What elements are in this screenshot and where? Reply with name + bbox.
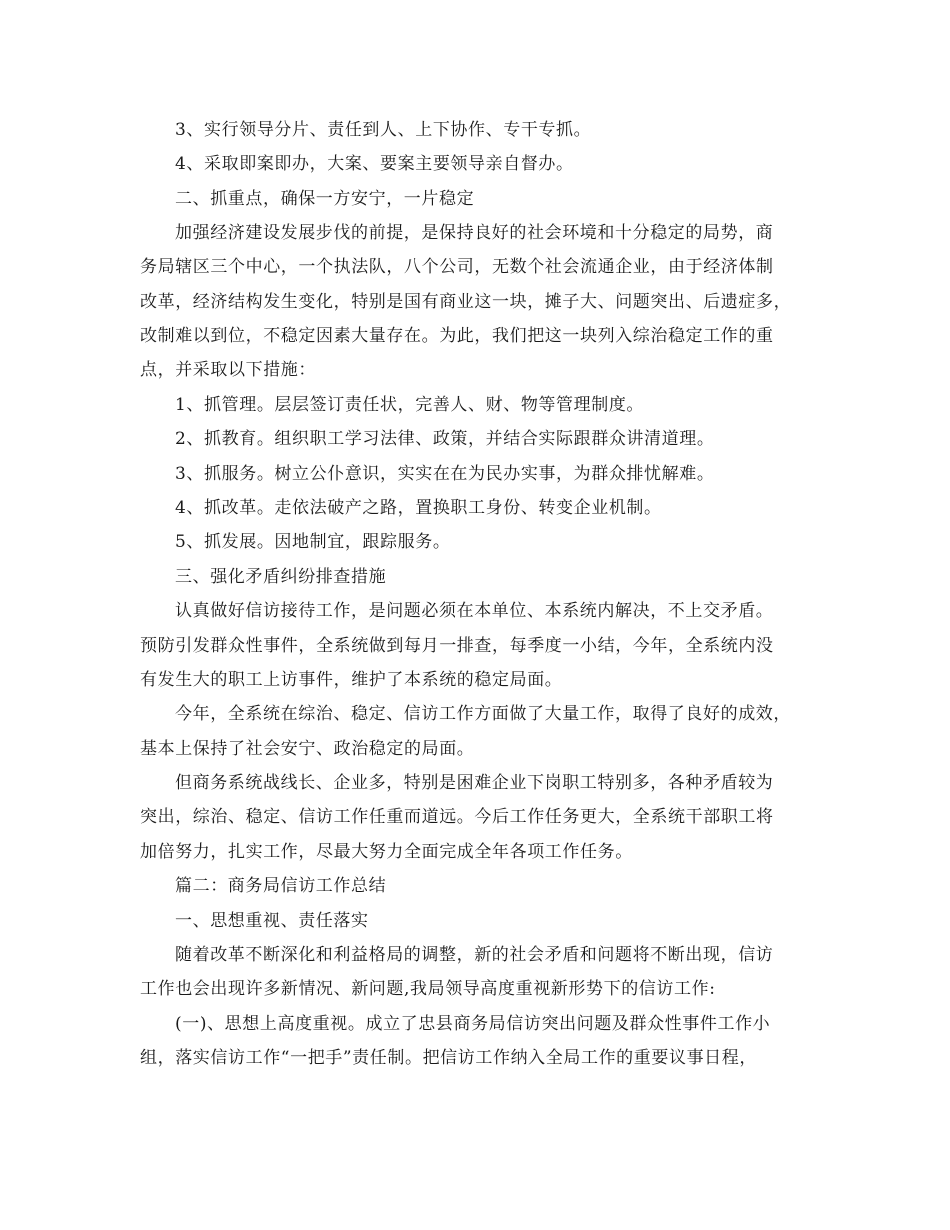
text-line: 点，并采取以下措施： [140, 360, 316, 380]
text-line: 工作也会出现许多新情况、新问题,我局领导高度重视新形势下的信访工作: [140, 979, 716, 999]
text-line: 3、实行领导分片、责任到人、上下协作、专干专抓。 [175, 120, 592, 140]
list-item: 5、抓发展。因地制宜，跟踪服务。 [175, 532, 451, 552]
section-heading: 二、抓重点，确保一方安宁，一片稳定 [175, 189, 475, 209]
text-line: 组，落实信访工作“一把手”责任制。把信访工作纳入全局工作的重要议事日程， [140, 1048, 757, 1068]
text-line: 加强经济建设发展步伐的前提，是保持良好的社会环境和十分稳定的局势，商 [175, 223, 774, 243]
list-item: 4、抓改革。走依法破产之路，置换职工身份、转变企业机制。 [175, 498, 662, 518]
text-line: 改革，经济结构发生变化，特别是国有商业这一块，摊子大、问题突出、后遗症多， [140, 292, 792, 312]
text-line: 突出，综治、稳定、信访工作任重而道远。今后工作任务更大，全系统干部职工将 [140, 807, 774, 827]
text-line: 随着改革不断深化和利益格局的调整，新的社会矛盾和问题将不断出现，信访 [175, 945, 774, 965]
text-line: 改制难以到位，不稳定因素大量存在。为此，我们把这一块列入综治稳定工作的重 [140, 326, 774, 346]
list-item: 1、抓管理。层层签订责任状，完善人、财、物等管理制度。 [175, 395, 645, 415]
text-line: 但商务系统战线长、企业多，特别是困难企业下岗职工特别多，各种矛盾较为 [175, 773, 774, 793]
text-line: 基本上保持了社会安宁、政治稳定的局面。 [140, 739, 475, 759]
section-heading: 一、思想重视、责任落实 [175, 911, 369, 931]
list-item: 3、抓服务。树立公仆意识，实实在在为民办实事，为群众排忧解难。 [175, 464, 715, 484]
text-line: 认真做好信访接待工作，是问题必须在本单位、本系统内解决，不上交矛盾。 [175, 601, 774, 621]
section-heading: 三、强化矛盾纠纷排查措施 [175, 567, 387, 587]
text-line: 有发生大的职工上访事件，维护了本系统的稳定局面。 [140, 670, 563, 690]
text-line: 加倍努力，扎实工作，尽最大努力全面完成全年各项工作任务。 [140, 842, 633, 862]
text-line: 务局辖区三个中心，一个执法队，八个公司，无数个社会流通企业，由于经济体制 [140, 257, 774, 277]
text-line: (一)、思想上高度重视。成立了忠县商务局信访突出问题及群众性事件工作小 [175, 1014, 771, 1034]
article-heading: 篇二：商务局信访工作总结 [175, 876, 387, 896]
text-line: 预防引发群众性事件，全系统做到每月一排查，每季度一小结，今年，全系统内没 [140, 636, 774, 656]
text-line: 今年，全系统在综治、稳定、信访工作方面做了大量工作，取得了良好的成效， [175, 704, 791, 724]
list-item: 2、抓教育。组织职工学习法律、政策，并结合实际跟群众讲清道理。 [175, 429, 715, 449]
text-line: 4、采取即案即办，大案、要案主要领导亲自督办。 [175, 154, 574, 174]
